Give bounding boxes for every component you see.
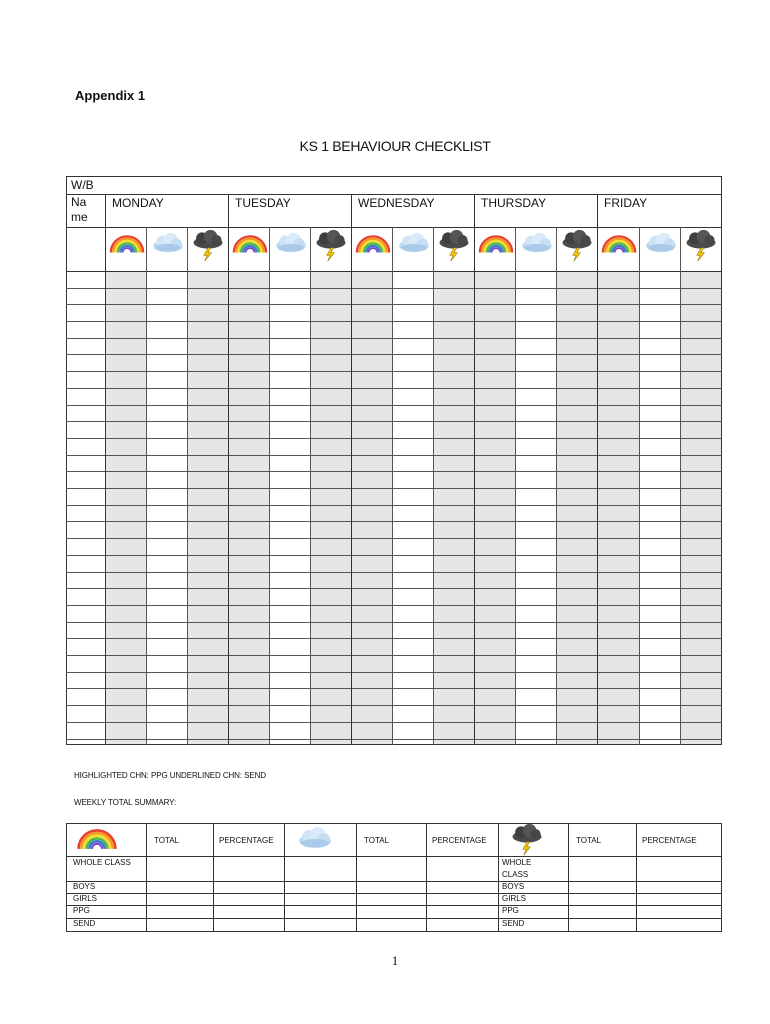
summary-row-label: BOYS: [502, 882, 525, 891]
grid-line: [187, 227, 188, 745]
row-line: [66, 605, 722, 606]
rainbow-icon: [600, 231, 638, 260]
grid-line: [146, 823, 147, 932]
total-header: TOTAL: [576, 836, 602, 845]
shaded-column: [229, 271, 269, 745]
summary-row-label: CLASS: [502, 870, 529, 879]
grid-line: [356, 823, 357, 932]
grid-line: [721, 176, 722, 745]
grid-line: [66, 881, 722, 882]
shaded-column: [681, 271, 722, 745]
highlighted-note: HIGHLIGHTED CHN: PPG UNDERLINED CHN: SEND: [74, 771, 266, 780]
rainbow-icon: [477, 231, 515, 260]
summary-row-label: PPG: [502, 906, 519, 915]
shaded-column: [598, 271, 639, 745]
summary-row-label: PPG: [73, 906, 90, 915]
day-header-4: FRIDAY: [604, 196, 648, 210]
row-line: [66, 471, 722, 472]
row-line: [66, 638, 722, 639]
row-line: [66, 371, 722, 372]
grid-line: [515, 227, 516, 745]
grid-line: [426, 823, 427, 932]
row-line: [66, 705, 722, 706]
row-line: [66, 672, 722, 673]
page-number: 1: [391, 953, 399, 968]
shaded-column: [311, 271, 351, 745]
storm-cloud-icon: [313, 229, 349, 268]
cloud-icon: [642, 231, 680, 260]
grid-line: [66, 931, 722, 932]
storm-cloud-icon: [559, 229, 595, 268]
grid-line: [66, 176, 722, 177]
weekly-summary-table: [66, 823, 722, 932]
appendix-label: Appendix 1: [75, 88, 146, 103]
rainbow-icon: [354, 231, 392, 260]
grid-line: [310, 227, 311, 745]
grid-line: [66, 905, 722, 906]
row-line: [66, 421, 722, 422]
grid-line: [639, 227, 640, 745]
grid-line: [474, 194, 475, 745]
grid-line: [351, 194, 352, 745]
row-line: [66, 304, 722, 305]
storm-cloud-icon: [683, 229, 719, 268]
summary-rainbow-icon: [72, 825, 122, 856]
rainbow-icon: [108, 231, 146, 260]
total-header: TOTAL: [364, 836, 390, 845]
summary-cloud-icon: [290, 825, 340, 856]
row-line: [66, 338, 722, 339]
total-header: TOTAL: [154, 836, 180, 845]
shaded-column: [352, 271, 392, 745]
cloud-icon: [395, 231, 433, 260]
row-line: [66, 555, 722, 556]
grid-line: [597, 194, 598, 745]
grid-line: [66, 823, 67, 932]
grid-line: [66, 176, 67, 745]
name-column-label: Na me: [71, 195, 88, 224]
summary-row-label: WHOLE CLASS: [73, 858, 131, 867]
day-header-0: MONDAY: [112, 196, 164, 210]
row-line: [66, 521, 722, 522]
grid-line: [66, 194, 722, 195]
grid-line: [66, 744, 722, 745]
cloud-icon: [272, 231, 310, 260]
rainbow-icon: [231, 231, 269, 260]
shaded-column: [475, 271, 515, 745]
row-line: [66, 488, 722, 489]
row-line: [66, 388, 722, 389]
row-line: [66, 739, 722, 740]
grid-line: [568, 823, 569, 932]
summary-row-label: BOYS: [73, 882, 96, 891]
row-line: [66, 321, 722, 322]
row-line: [66, 622, 722, 623]
row-line: [66, 572, 722, 573]
grid-line: [66, 918, 722, 919]
grid-line: [105, 194, 106, 745]
row-line: [66, 455, 722, 456]
grid-line: [721, 823, 722, 932]
grid-line: [66, 823, 722, 824]
grid-line: [228, 194, 229, 745]
grid-line: [392, 227, 393, 745]
cloud-icon: [518, 231, 556, 260]
percentage-header: PERCENTAGE: [432, 836, 487, 845]
grid-line: [66, 856, 722, 857]
day-header-2: WEDNESDAY: [358, 196, 435, 210]
row-line: [66, 354, 722, 355]
grid-line: [66, 227, 722, 228]
storm-cloud-icon: [190, 229, 226, 268]
page-title: KS 1 BEHAVIOUR CHECKLIST: [299, 138, 491, 154]
row-line: [66, 505, 722, 506]
storm-cloud-icon: [436, 229, 472, 268]
shaded-column: [188, 271, 228, 745]
behaviour-checklist-table: [66, 176, 722, 745]
grid-line: [146, 227, 147, 745]
percentage-header: PERCENTAGE: [219, 836, 274, 845]
summary-row-label: WHOLE: [502, 858, 532, 867]
row-line: [66, 538, 722, 539]
grid-line: [66, 271, 722, 272]
day-header-1: TUESDAY: [235, 196, 291, 210]
cloud-icon: [149, 231, 187, 260]
grid-line: [498, 823, 499, 932]
percentage-header: PERCENTAGE: [642, 836, 697, 845]
grid-line: [66, 893, 722, 894]
weekly-summary-label: WEEKLY TOTAL SUMMARY:: [74, 798, 177, 807]
week-beginning-label: W/B: [71, 178, 94, 192]
summary-row-label: GIRLS: [502, 894, 527, 903]
row-line: [66, 655, 722, 656]
shaded-column: [106, 271, 146, 745]
summary-row-label: SEND: [73, 919, 96, 928]
row-line: [66, 288, 722, 289]
row-line: [66, 688, 722, 689]
grid-line: [433, 227, 434, 745]
shaded-column: [434, 271, 474, 745]
grid-line: [269, 227, 270, 745]
day-header-3: THURSDAY: [481, 196, 547, 210]
row-line: [66, 588, 722, 589]
grid-line: [213, 823, 214, 932]
grid-line: [680, 227, 681, 745]
row-line: [66, 438, 722, 439]
grid-line: [636, 823, 637, 932]
shaded-column: [557, 271, 597, 745]
grid-line: [284, 823, 285, 932]
row-line: [66, 405, 722, 406]
summary-row-label: GIRLS: [73, 894, 98, 903]
row-line: [66, 722, 722, 723]
grid-line: [556, 227, 557, 745]
summary-row-label: SEND: [502, 919, 525, 928]
